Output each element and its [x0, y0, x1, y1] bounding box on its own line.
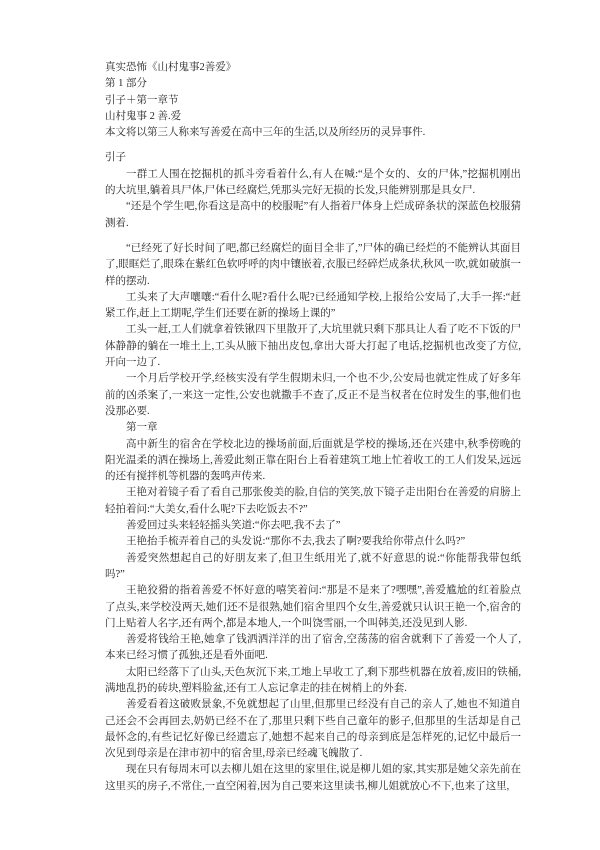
paragraph: 善爱将钱给王艳,她拿了钱洒洒洋洋的出了宿舍,空荡荡的宿舍就剩下了善爱一个人了,本来已经习惯了孤独,还是看外面吧.: [105, 634, 521, 662]
paragraph: 一个月后学校开学,经核实没有学生假期未归,一个也不少,公安局也就定性成了好多年前的凶杀案了,一来这一定性,公安也就撒手不查了,反正不是当权者在位时发生的事,他们也没那必要.: [105, 373, 521, 417]
paragraph: 工头一赶,工人们就拿着铁锹四下里散开了,大坑里就只剩下那具让人看了吃不下饭的尸体静静的躺在一堆土上,工头从腋下抽出皮包,拿出大哥大打起了电话,挖掘机也改变了方位,开向一边了.: [105, 324, 521, 369]
paragraph: 工头来了大声嚷嚷:“看什么呢?看什么呢?已经通知学校,上报给公安局了,大手一挥:“赶紧工作,赶上工期呢,学生们还要在新的操场上课的”: [105, 291, 521, 320]
paragraph: 高中新生的宿舍在学校北边的操场前面,后面就是学校的操场,还在兴建中,秋季傍晚的阳光温柔的洒在操场上,善爱此刻正靠在阳台上看着建筑工地上忙着收工的工人们发呆,远远的还有搅拌机等机器的轰鸣声传来.: [105, 438, 521, 483]
paragraph: 第 1 部分: [105, 78, 147, 90]
paragraph: 本文将以第三人称来写善爱在高中三年的生活,以及所经历的灵异事件.: [105, 127, 426, 139]
paragraph: 引子: [105, 152, 126, 164]
paragraph: 第一章: [126, 422, 158, 434]
text-block: [105, 60, 521, 795]
paragraph: 善爱看着这破败景象,不免就想起了山里,但那里已经没有自己的亲人了,她也不知道自己还会不会再回去,奶奶已经不在了,那里只剩下些自己童年的影子,但那里的生活却是自己最怀念的,有些记忆好像已经遗忘了,她想不起来自己的母亲到底是怎样死的,记忆中最后一次见到母亲是在津市初中的宿舍里,母亲已经魂飞魄散了.: [105, 699, 521, 760]
paragraph: 王艳抬手梳弄着自己的头发说:“那你不去,我去了啊?要我给你带点什么吗?”: [126, 536, 466, 548]
paragraph: 善爱突然想起自己的好朋友来了,但卫生纸用光了,就不好意思的说:“你能帮我带包纸吗?”: [105, 552, 521, 580]
paragraph: “还是个学生吧,你看这是高中的校服呢”有人指着尸体身上烂成碎条状的深蓝色校服猜测着.: [105, 201, 521, 229]
paragraph: 善爱回过头来轻轻摇头笑道:“你去吧,我不去了”: [126, 520, 341, 532]
paragraph: 山村鬼事 2 善.爱: [105, 110, 182, 122]
paragraph: 引子＋第一章节: [105, 94, 179, 106]
paragraph: 太阳已经落下了山头,天色灰沉下来,工地上早收工了,剩下那些机器在放着,废旧的铁桶,满地乱扔的砖块,塑料脸盆,还有工人忘记拿走的挂在树梢上的外套.: [105, 666, 521, 694]
paragraph: “已经死了好长时间了吧,都已经腐烂的面目全非了,”尸体的确已经烂的不能辨认其面目了,眼眶烂了,眼珠在紫红色软呼呼的肉中镶嵌着,衣服已经碎烂成条状,秋风一吹,就如破旗一样的摆动.: [105, 242, 521, 287]
paragraph: 真实恐怖《山村鬼事2善爱》: [105, 62, 237, 73]
paragraph: 王艳对着镜子看了看自己那张俊美的脸,自信的笑笑,放下镜子走出阳台在善爱的肩膀上轻拍着问:“大美女,看什么呢?下去吃饭去不?”: [105, 487, 521, 515]
paragraph: 王艳狡猾的指着善爱不怀好意的嘻笑着问:“那是不是来了?嘿嘿”,善爱尴尬的红着脸点了点头,来学校没两天,她们还不是很熟,她们宿舍里四个女生,善爱就只认识王艳一个,宿舍的门上贴着人名字,还有两个,都是本地人,一个叫饶雪丽,一个叫韩美,还没见到人影.: [105, 585, 521, 629]
paragraph: 一群工人围在挖掘机的抓斗旁看着什么,有人在喊:“是个女的、女的尸体,”挖掘机刚出的大坑里,躺着具尸体,尸体已经腐烂,凭那头完好无损的长发,只能辨别那是具女尸.: [105, 168, 521, 197]
paragraph: 现在只有每周末可以去柳儿姐在这里的家里住,说是柳儿姐的家,其实那是她父亲先前在这里买的房子,不常住,一直空闲着,因为自己要来这里读书,柳儿姐就放心不下,也来了这里,: [105, 764, 521, 792]
